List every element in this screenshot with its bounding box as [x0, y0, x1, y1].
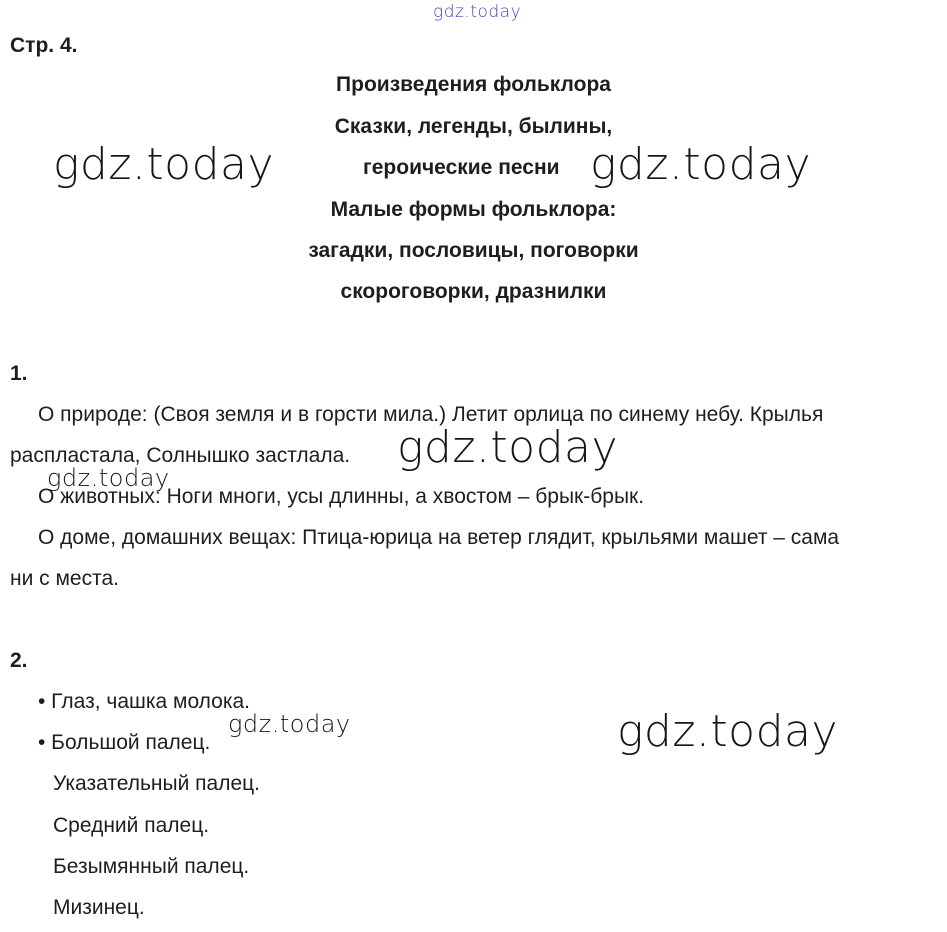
task-1-number: 1. — [10, 362, 28, 385]
watermark: gdz.today — [590, 139, 812, 190]
scheme-line-2: Сказки, легенды, былины, — [334, 115, 613, 138]
watermark: gdz.today — [47, 464, 170, 492]
task-1-paragraph-3-line-1: О доме, домашних вещах: Птица-юрица на ветер глядит, крыльями машет – сама — [38, 526, 840, 549]
watermark: gdz.today — [617, 706, 839, 757]
scheme-line-5: загадки, пословицы, поговорки — [308, 239, 639, 262]
watermark: gdz.today — [228, 710, 351, 738]
scheme-line-1: Произведения фольклора — [336, 73, 611, 96]
watermark: gdz.today — [53, 139, 275, 190]
task-1-paragraph-1-line-2: распластала, Солнышко застлала. — [10, 444, 351, 467]
task-2-number: 2. — [10, 649, 28, 672]
task-2-item: • Глаз, чашка молока. — [38, 690, 250, 713]
task-1-paragraph-2: О животных: Ноги многи, усы длинны, а хвостом – брык-брык. — [38, 485, 645, 508]
task-2-item: Безымянный палец. — [53, 855, 250, 878]
scheme-line-3: героические песни — [363, 156, 560, 179]
scheme-line-4: Малые формы фольклора: — [330, 198, 617, 221]
task-2-item: Указательный палец. — [53, 772, 260, 795]
task-1-paragraph-3-line-2: ни с места. — [10, 567, 120, 590]
watermark-top: gdz.today — [433, 2, 522, 22]
task-2-item: • Большой палец. — [38, 731, 211, 754]
page-label: Стр. 4. — [10, 34, 78, 57]
watermark: gdz.today — [397, 422, 619, 473]
task-2-item: Средний палец. — [53, 814, 210, 837]
task-1-paragraph-1-line-1: О природе: (Своя земля и в горсти мила.) Летит орлица по синему небу. Крылья — [38, 403, 824, 426]
scheme-line-6: скороговорки, дразнилки — [340, 280, 607, 303]
task-2-item: Мизинец. — [53, 896, 145, 919]
